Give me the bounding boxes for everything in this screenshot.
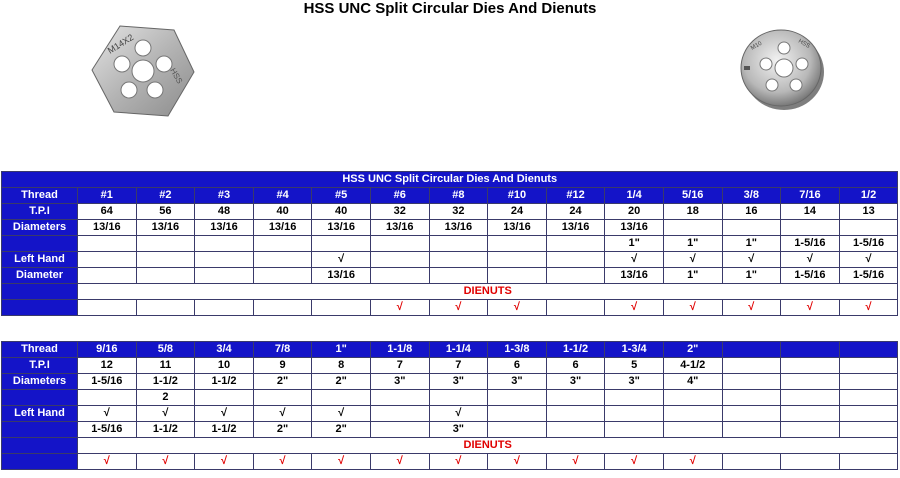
table-cell: 10 — [195, 358, 254, 374]
table-cell — [370, 406, 429, 422]
table-cell — [488, 236, 547, 252]
table-cell — [253, 268, 312, 284]
table-cell — [429, 252, 488, 268]
column-header-cell: #3 — [195, 188, 254, 204]
table-cell: √ — [839, 300, 898, 316]
row-header-cell — [2, 390, 78, 406]
table-cell — [546, 300, 605, 316]
table-cell — [195, 390, 254, 406]
table-cell — [429, 390, 488, 406]
table-cell: 13/16 — [312, 220, 371, 236]
table-cell: √ — [663, 252, 722, 268]
table-row — [2, 438, 898, 454]
table-cell — [195, 268, 254, 284]
table-cell — [312, 300, 371, 316]
table-cell: √ — [136, 454, 195, 470]
table-cell: 13/16 — [78, 220, 137, 236]
table-cell — [136, 236, 195, 252]
table-cell: 3" — [370, 374, 429, 390]
table-cell: 7 — [370, 358, 429, 374]
table-row — [2, 300, 898, 316]
table-cell: 40 — [253, 204, 312, 220]
table-cell — [663, 422, 722, 438]
table-row — [2, 342, 898, 358]
table-cell — [663, 406, 722, 422]
table-cell: 3" — [605, 374, 664, 390]
table-cell: 1" — [722, 236, 781, 252]
table-cell: 2" — [312, 422, 371, 438]
table-cell: 48 — [195, 204, 254, 220]
column-header-cell: 1/4 — [605, 188, 664, 204]
table-cell: 40 — [312, 204, 371, 220]
row-header-cell: T.P.I — [2, 358, 78, 374]
table-cell: √ — [253, 454, 312, 470]
table-cell — [839, 390, 898, 406]
table-cell — [722, 454, 781, 470]
table-cell — [78, 390, 137, 406]
table-cell: √ — [488, 454, 547, 470]
column-header-cell: #5 — [312, 188, 371, 204]
table-cell — [722, 390, 781, 406]
table-banner: HSS UNC Split Circular Dies And Dienuts — [2, 172, 898, 188]
table-cell: 32 — [429, 204, 488, 220]
table-cell: √ — [370, 454, 429, 470]
table-cell — [488, 422, 547, 438]
column-header-cell: 7/16 — [781, 188, 840, 204]
table-cell: 1-5/16 — [839, 268, 898, 284]
table-cell — [78, 268, 137, 284]
column-header-cell: #4 — [253, 188, 312, 204]
table-cell: √ — [722, 252, 781, 268]
column-header-cell — [722, 342, 781, 358]
table-cell — [839, 454, 898, 470]
table-cell — [488, 406, 547, 422]
table-cell: √ — [312, 454, 371, 470]
table-cell — [136, 252, 195, 268]
column-header-cell: 1-1/2 — [546, 342, 605, 358]
row-header-cell — [2, 284, 78, 300]
table-cell — [781, 220, 840, 236]
table-cell: √ — [429, 406, 488, 422]
table-cell — [195, 236, 254, 252]
table-cell: √ — [663, 454, 722, 470]
table-cell: 2" — [253, 374, 312, 390]
table-cell: √ — [605, 300, 664, 316]
table-cell — [312, 236, 371, 252]
column-header-cell: #6 — [370, 188, 429, 204]
table-cell — [546, 390, 605, 406]
table-cell — [781, 374, 840, 390]
table-cell: 9 — [253, 358, 312, 374]
table-cell: 1" — [663, 268, 722, 284]
table-cell: √ — [839, 252, 898, 268]
hexagon-dienut-image — [88, 22, 198, 120]
table-cell: 3" — [429, 422, 488, 438]
table-cell: √ — [429, 300, 488, 316]
table-cell: 13 — [839, 204, 898, 220]
table-row — [2, 358, 898, 374]
table-cell — [781, 454, 840, 470]
column-header-cell: 7/8 — [253, 342, 312, 358]
table-cell: 13/16 — [253, 220, 312, 236]
table-cell: 1" — [722, 268, 781, 284]
table-cell: 3" — [488, 374, 547, 390]
table-cell — [839, 422, 898, 438]
column-header-cell: 5/8 — [136, 342, 195, 358]
table-cell — [781, 390, 840, 406]
column-header-cell: 9/16 — [78, 342, 137, 358]
row-header-cell: Diameter — [2, 268, 78, 284]
table-cell — [839, 358, 898, 374]
column-header-cell: 5/16 — [663, 188, 722, 204]
row-header-cell: Thread — [2, 188, 78, 204]
column-header-cell: #1 — [78, 188, 137, 204]
table-cell — [839, 374, 898, 390]
table-row — [2, 220, 898, 236]
table-cell — [722, 374, 781, 390]
column-header-cell: 1-3/4 — [605, 342, 664, 358]
table-cell: 4-1/2 — [663, 358, 722, 374]
column-header-cell — [839, 342, 898, 358]
table-cell — [839, 406, 898, 422]
table-cell — [370, 252, 429, 268]
table-cell — [722, 406, 781, 422]
table-row — [2, 252, 898, 268]
table-cell — [488, 390, 547, 406]
hex-die-engraving-material: HSS — [168, 66, 185, 86]
table-cell: 11 — [136, 358, 195, 374]
table-cell: 3" — [546, 374, 605, 390]
column-header-cell: 1/2 — [839, 188, 898, 204]
table-cell — [78, 252, 137, 268]
table-cell: √ — [195, 454, 254, 470]
column-header-cell: 1-3/8 — [488, 342, 547, 358]
table-cell: √ — [663, 300, 722, 316]
table-row — [2, 204, 898, 220]
table-row — [2, 284, 898, 300]
table-cell — [488, 268, 547, 284]
table-cell: √ — [488, 300, 547, 316]
table-cell: 1-5/16 — [78, 422, 137, 438]
table-cell — [546, 236, 605, 252]
table-cell — [722, 358, 781, 374]
dies-table-large-sizes — [1, 341, 898, 470]
table-cell: 4" — [663, 374, 722, 390]
row-header-cell: Diameters — [2, 374, 78, 390]
table-cell: 64 — [78, 204, 137, 220]
table-cell — [136, 300, 195, 316]
table-row — [2, 374, 898, 390]
table-cell: √ — [78, 454, 137, 470]
dies-table-small-sizes — [1, 171, 898, 316]
table-cell — [663, 390, 722, 406]
column-header-cell: 3/8 — [722, 188, 781, 204]
table-cell — [429, 236, 488, 252]
table-cell: 13/16 — [605, 220, 664, 236]
round-die-engraving-material: HSS — [797, 38, 811, 50]
table-cell: 1-5/16 — [781, 236, 840, 252]
table-banner-row — [2, 172, 898, 188]
table-cell: √ — [605, 252, 664, 268]
table-cell — [488, 252, 547, 268]
table-cell: √ — [312, 252, 371, 268]
column-header-cell: 1" — [312, 342, 371, 358]
table-cell: 56 — [136, 204, 195, 220]
row-header-cell — [2, 422, 78, 438]
column-header-cell: 1-1/8 — [370, 342, 429, 358]
column-header-cell: #8 — [429, 188, 488, 204]
row-header-cell: Left Hand — [2, 252, 78, 268]
table-cell: √ — [312, 406, 371, 422]
table-cell — [136, 268, 195, 284]
table-cell: √ — [781, 300, 840, 316]
table-cell — [605, 422, 664, 438]
table-cell — [839, 220, 898, 236]
table-cell: 1-1/2 — [195, 422, 254, 438]
table-cell: 1" — [663, 236, 722, 252]
table-cell — [546, 406, 605, 422]
column-header-cell — [781, 342, 840, 358]
column-header-cell: 2" — [663, 342, 722, 358]
table-row — [2, 406, 898, 422]
table-cell: 8 — [312, 358, 371, 374]
table-row — [2, 188, 898, 204]
table-row — [2, 236, 898, 252]
round-die-engraving-size: M10 — [750, 40, 764, 52]
table-cell: 6 — [488, 358, 547, 374]
table-cell: 18 — [663, 204, 722, 220]
table-cell: 13/16 — [488, 220, 547, 236]
table-cell — [605, 390, 664, 406]
page-title: HSS UNC Split Circular Dies And Dienuts — [303, 0, 597, 17]
table-cell: 24 — [488, 204, 547, 220]
table-cell: √ — [370, 300, 429, 316]
table-cell: √ — [546, 454, 605, 470]
table-cell: 1-5/16 — [781, 268, 840, 284]
table-cell — [546, 268, 605, 284]
table-cell: 16 — [722, 204, 781, 220]
table-cell — [546, 422, 605, 438]
table-cell — [781, 422, 840, 438]
table-cell: 1-1/2 — [136, 422, 195, 438]
table-cell — [370, 390, 429, 406]
table-cell: 1-5/16 — [78, 374, 137, 390]
table-cell: 3" — [429, 374, 488, 390]
table-cell — [253, 390, 312, 406]
row-header-cell — [2, 454, 78, 470]
table-cell — [370, 236, 429, 252]
table-cell: 7 — [429, 358, 488, 374]
dienuts-label: DIENUTS — [78, 284, 898, 300]
table-cell — [781, 406, 840, 422]
table-cell: 13/16 — [370, 220, 429, 236]
table-row — [2, 390, 898, 406]
table-cell: 1-5/16 — [839, 236, 898, 252]
table-cell: 13/16 — [195, 220, 254, 236]
table-cell — [722, 220, 781, 236]
table-cell: 13/16 — [429, 220, 488, 236]
table-cell: 5 — [605, 358, 664, 374]
table-cell — [722, 422, 781, 438]
row-header-cell — [2, 438, 78, 454]
table-cell — [78, 236, 137, 252]
column-header-cell: 1-1/4 — [429, 342, 488, 358]
table-cell: 13/16 — [605, 268, 664, 284]
table-cell: √ — [722, 300, 781, 316]
table-row — [2, 422, 898, 438]
table-cell: √ — [781, 252, 840, 268]
table-cell: 2" — [253, 422, 312, 438]
table-cell — [253, 252, 312, 268]
column-header-cell: #12 — [546, 188, 605, 204]
table-row — [2, 454, 898, 470]
table-cell: 1" — [605, 236, 664, 252]
table-cell — [429, 268, 488, 284]
table-cell — [78, 300, 137, 316]
table-cell: 12 — [78, 358, 137, 374]
table-cell: 32 — [370, 204, 429, 220]
table-cell: √ — [429, 454, 488, 470]
table-cell: 6 — [546, 358, 605, 374]
table-cell: 13/16 — [546, 220, 605, 236]
table-cell — [195, 252, 254, 268]
column-header-cell: #10 — [488, 188, 547, 204]
table-cell: 1-1/2 — [136, 374, 195, 390]
table-cell: √ — [253, 406, 312, 422]
column-header-cell: 3/4 — [195, 342, 254, 358]
table-cell — [312, 390, 371, 406]
table-cell: √ — [78, 406, 137, 422]
table-cell — [253, 300, 312, 316]
table-cell: 13/16 — [312, 268, 371, 284]
row-header-cell — [2, 236, 78, 252]
table-cell — [605, 406, 664, 422]
table-cell — [370, 268, 429, 284]
table-cell: 24 — [546, 204, 605, 220]
table-cell — [546, 252, 605, 268]
table-cell: 20 — [605, 204, 664, 220]
table-cell: 2 — [136, 390, 195, 406]
table-cell — [253, 236, 312, 252]
row-header-cell: T.P.I — [2, 204, 78, 220]
row-header-cell: Diameters — [2, 220, 78, 236]
table-cell: √ — [136, 406, 195, 422]
dienuts-label: DIENUTS — [78, 438, 898, 454]
row-header-cell: Left Hand — [2, 406, 78, 422]
table-cell — [195, 300, 254, 316]
table-cell: √ — [195, 406, 254, 422]
row-header-cell: Thread — [2, 342, 78, 358]
table-cell: 2" — [312, 374, 371, 390]
table-row — [2, 268, 898, 284]
table-cell: 1-1/2 — [195, 374, 254, 390]
table-cell: √ — [605, 454, 664, 470]
table-cell — [781, 358, 840, 374]
table-cell — [663, 220, 722, 236]
table-cell: 14 — [781, 204, 840, 220]
row-header-cell — [2, 300, 78, 316]
hex-die-engraving-size: M14X2 — [105, 32, 136, 56]
round-split-die-image — [738, 24, 826, 112]
table-cell: 13/16 — [136, 220, 195, 236]
column-header-cell: #2 — [136, 188, 195, 204]
table-cell — [370, 422, 429, 438]
